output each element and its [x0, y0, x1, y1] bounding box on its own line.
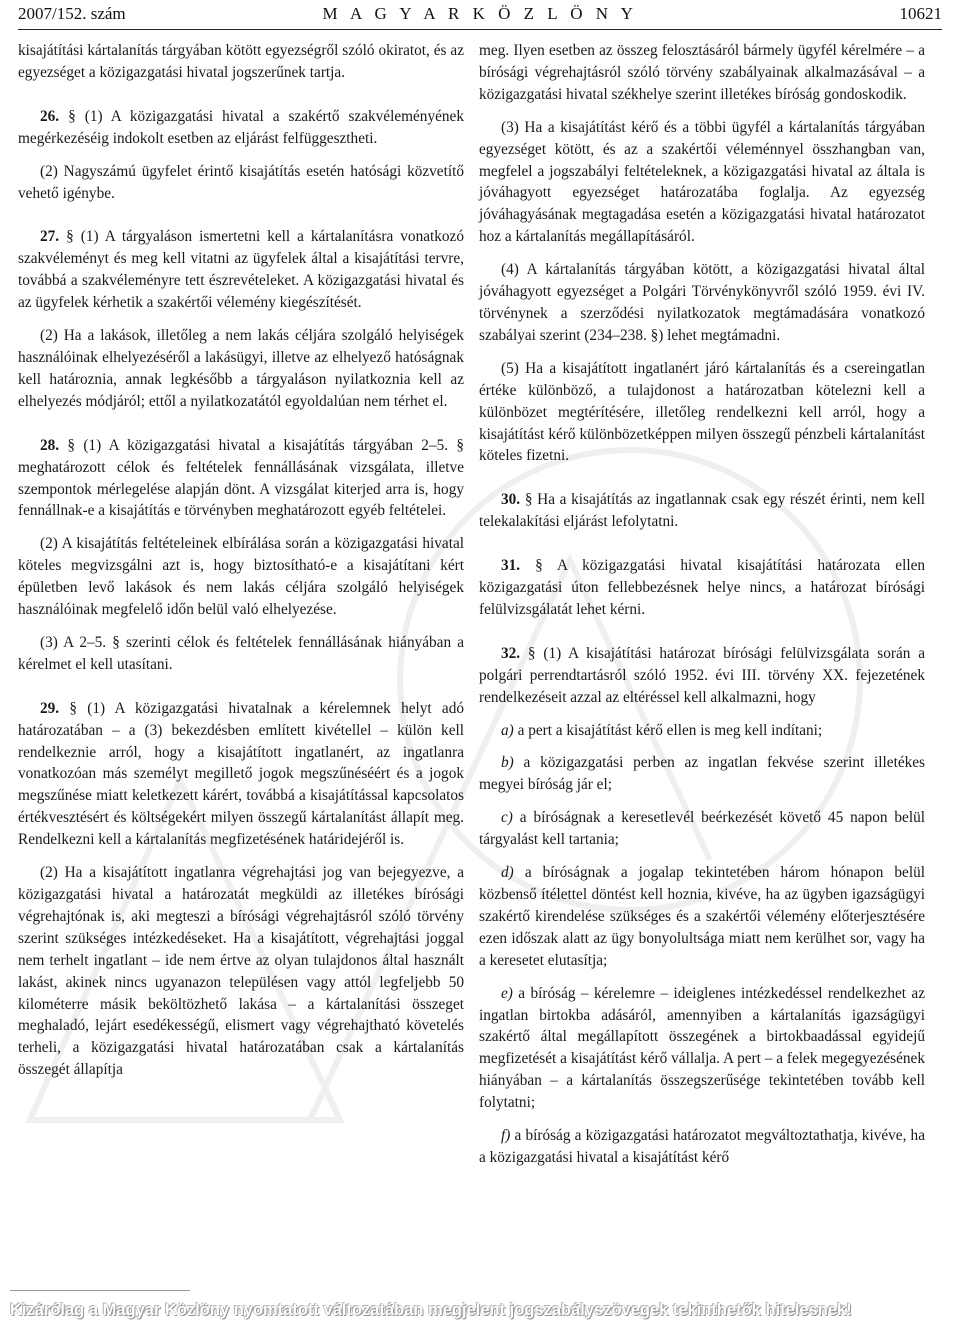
list-label: d)	[501, 864, 514, 882]
list-text: a bíróságnak a keresetlevél beérkezését követő 45 napon belül tárgyalást kell tartania;	[479, 809, 925, 849]
section-27-para-2: (2) Ha a lakások, illetőleg a nem lakás céljára szolgáló helyiségek használóinak elhelyezéséről a lakásügyi, illetve az elhelyező hatóságnak kell határoznia, annak legkésőbb a tárgyaláson nyilatkoznia kell az elhelyezés módjáról; ettől a nyilatkozatától egyoldalúan nem térhet el.	[18, 327, 464, 410]
section-29-para-1	[18, 698, 464, 851]
list-text: a bíróság a közigazgatási határozatot megváltoztathatja, kivéve, ha a közigazgatási hivatal a kisajátítást kérő	[479, 1127, 925, 1166]
issue-number: 2007/152. szám	[18, 4, 126, 23]
left-column	[18, 40, 464, 1092]
list-label: b)	[501, 754, 514, 772]
list-item-e	[479, 983, 925, 1114]
section-number: 28.	[40, 436, 60, 454]
list-text: a közigazgatási perben az ingatlan fekvése szerint illetékes megyei bíróság jár el;	[479, 754, 926, 794]
authenticity-notice: Kizárólag a Magyar Közlöny nyomtatott változatában megjelent jogszabályszövegek tekinthetők hitelesnek!	[10, 1301, 852, 1319]
section-number: 32.	[501, 644, 521, 662]
list-item-c	[479, 807, 925, 851]
list-label: a)	[501, 721, 514, 739]
paragraph-text: § (1) A közigazgatási hivatal a szakértő szakvéleményének megérkezéséig indokolt esetben az eljárást felfüggesztheti.	[18, 107, 464, 147]
right-column	[479, 40, 925, 1180]
section-31-para-1	[479, 555, 925, 621]
header-rule	[18, 29, 942, 30]
section-28-para-2: (2) A kisajátítás feltételeinek elbírálása során a közigazgatási hivatal köteles megvizsgálni azt is, hogy biztosítható-e a kisajátítani kért épületben levő lakások és nem lakás céljára szolgáló helyiségek használóinak megfelelő időn belül való elhelyezése.	[18, 535, 464, 619]
list-text: a bíróság – kérelemre – ideiglenes intézkedéssel rendelkezhet az ingatlan birtokba adásáról, amennyiben a kártalanítás igazságügyi szakértő által megállapított összegének a birtokbaadással egyidejű megfizetését a kisajátítást kérő vállalja. A pert – a felek megegyezésének hiányában – a kártalanítás összegszerűsége tekintetében tovább kell folytatni;	[479, 984, 926, 1112]
section-30-para-1	[479, 489, 925, 533]
section-26-para-1	[18, 106, 464, 150]
page-number: 10621	[899, 4, 942, 23]
section-27-para-1	[18, 226, 464, 314]
section-number: 30.	[501, 491, 521, 509]
paragraph: kisajátítási kártalanítás tárgyában kötött egyezségről szóló okiratot, és az egyezséget a közigazgatási hivatal jogszerűnek tartja.	[18, 42, 464, 81]
list-label: c)	[501, 809, 513, 827]
paragraph-text: § (1) A tárgyaláson ismertetni kell a kártalanításra vonatkozó szakvéleményt és meg kell vitatni az ügyfelek által a kisajátítási tervre, továbbá a szakvéleményre tett észrevételeket. A közigazgatási hivatal és az ügyfelek kérhetik a szakértői vélemény kiegészítését.	[18, 228, 464, 312]
section-number: 31.	[501, 557, 521, 575]
list-text: a bíróságnak a jogalap tekintetében három hónapon belül közbenső ítélettel döntést kell hoznia, kivéve, ha az ügyben igazságügyi szakértő kirendelése szükséges és a szakértői vélemény előterjesztésére ezen időszak alatt az ügy bonyolultsága miatt nem kerülhet sor, vagy ha a keresetet elutasítja;	[479, 864, 925, 969]
paragraph-text: § A közigazgatási hivatal kisajátítási határozata ellen közigazgatási úton fellebbezésnek helye nincs, a határozat bírósági felülvizsgálatát lehet kérni.	[479, 557, 926, 618]
list-label: f)	[501, 1127, 511, 1145]
paragraph-text: § (1) A közigazgatási hivatal a kisajátítás tárgyában 2–5. § meghatározott célok és feltételek fennállásának vizsgálata, illetve szempontok mérlegelése alapján dönt. A vizsgálat kiterjed arra is, hogy fennállnak-e a kisajátítás e törvényben meghatározott egyéb feltételei.	[18, 436, 464, 520]
footer-rule	[10, 1290, 190, 1291]
section-28-para-3: (3) A 2–5. § szerinti célok és feltételek fennállásának hiányában a kérelmet el kell utasítani.	[18, 633, 464, 673]
publication-title: M A G Y A R K Ö Z L Ö N Y	[322, 4, 638, 23]
list-item-b	[479, 752, 925, 796]
section-number: 27.	[40, 228, 60, 246]
running-header	[18, 2, 942, 28]
section-29-para-4: (4) A kártalanítás tárgyában kötött, a közigazgatási hivatal által jóváhagyott egyezséget a Polgári Törvénykönyvről szóló 1959. évi IV. törvénynek a szerződési nyilatkozatok megtámadására vonatkozó szabályai szerint (234–238. §) lehet megtámadni.	[479, 261, 925, 344]
section-26-para-2: (2) Nagyszámú ügyfelet érintő kisajátítás esetén hatósági közvetítő vehető igénybe.	[18, 162, 464, 202]
section-29-para-3: (3) Ha a kisajátítást kérő és a többi ügyfél a kártalanítás tárgyában egyezséget kötött, és az a szakértői véleménnyel összhangban van, megfelel a jogszabályi feltételeknek, a közigazgatási hivatal az általa is jóváhagyott egyezséget határozatába foglalja. Az egyezség jóváhagyásának megtagadása esetén a közigazgatási hivatal határozatot hoz a kártalanítás megállapításáról.	[479, 118, 925, 246]
list-text: a pert a kisajátítást kérő ellen is meg kell indítani;	[517, 721, 823, 739]
section-29-para-2: (2) Ha a kisajátított ingatlanra végrehajtási jog van bejegyezve, a közigazgatási hivatal a határozatát megküldi az illetékes bírósági végrehajtónak is, aki megteszi a bírósági végrehajtásról szóló törvény szerint szükséges intézkedéseket. Ha a kisajátított, végrehajtási joggal nem terhelt ingatlant – ide nem értve az olyan tulajdonos által használt lakást, akinek nincs ugyanazon településen vagy attól legfeljebb 50 kilométerre másik beköltözhető lakása – a kártalanítási összeget meghaladó, lejárt esedékességű, elismert vagy végrehajtható követelés terheli, a közigazgatási hivatal határozatában csak a kártalanítás összegét állapítja	[18, 864, 464, 1079]
list-item-f	[479, 1125, 925, 1169]
section-number: 29.	[40, 699, 60, 717]
paragraph-text: § (1) A közigazgatási hivatalnak a kérelemnek helyt adó határozatában – a (3) bekezdésben említett kivétellel – külön kell rendelkeznie arról, hogy a kisajátított ingatlanért, az ingatlanra vonatkozóan más személyt megillető jogok megszűnéséért és a jogok megszűnése miatt keletkezett kárért, továbbá a kisajátítással kapcsolatos értékvesztésért és költségekért milyen összegű kártalanítást állapít meg. Rendelkezni kell a kártalanítás megfizetésének határidejéről is.	[18, 699, 465, 849]
paragraph-text: § (1) A kisajátítási határozat bírósági felülvizsgálata során a polgári perrendtartásról szóló 1952. évi III. törvény XX. fejezetének rendelkezéseit azzal az eltéréssel kell alkalmazni, hogy	[479, 644, 925, 706]
list-item-d	[479, 862, 925, 972]
section-28-para-1	[18, 435, 464, 523]
paragraph: meg. Ilyen esetben az összeg felosztásáról bármely ügyfél kérelmére – a bírósági végrehajtásról szóló törvény szabályainak alkalmazásával – a közigazgatási hivatal székhelye szerint illetékes bíróság gondoskodik.	[479, 42, 925, 103]
section-number: 26.	[40, 107, 60, 125]
section-32-para-1	[479, 643, 925, 709]
section-29-para-5: (5) Ha a kisajátított ingatlanért járó kártalanítás és a csereingatlan értéke különböző, a tulajdonost a határozatban kötelezni kell a különbözet megtérítésére, illetőleg rendelkezni kell arról, hogy a kisajátítást kérő különbözetképpen milyen összegű pénzbeli kártalanítást köteles fizetni.	[479, 359, 925, 465]
list-label: e)	[501, 984, 513, 1002]
list-item-a	[479, 720, 925, 742]
paragraph-text: § Ha a kisajátítás az ingatlannak csak egy részét érinti, nem kell telekalakítási eljárást lefolytatni.	[479, 491, 926, 531]
